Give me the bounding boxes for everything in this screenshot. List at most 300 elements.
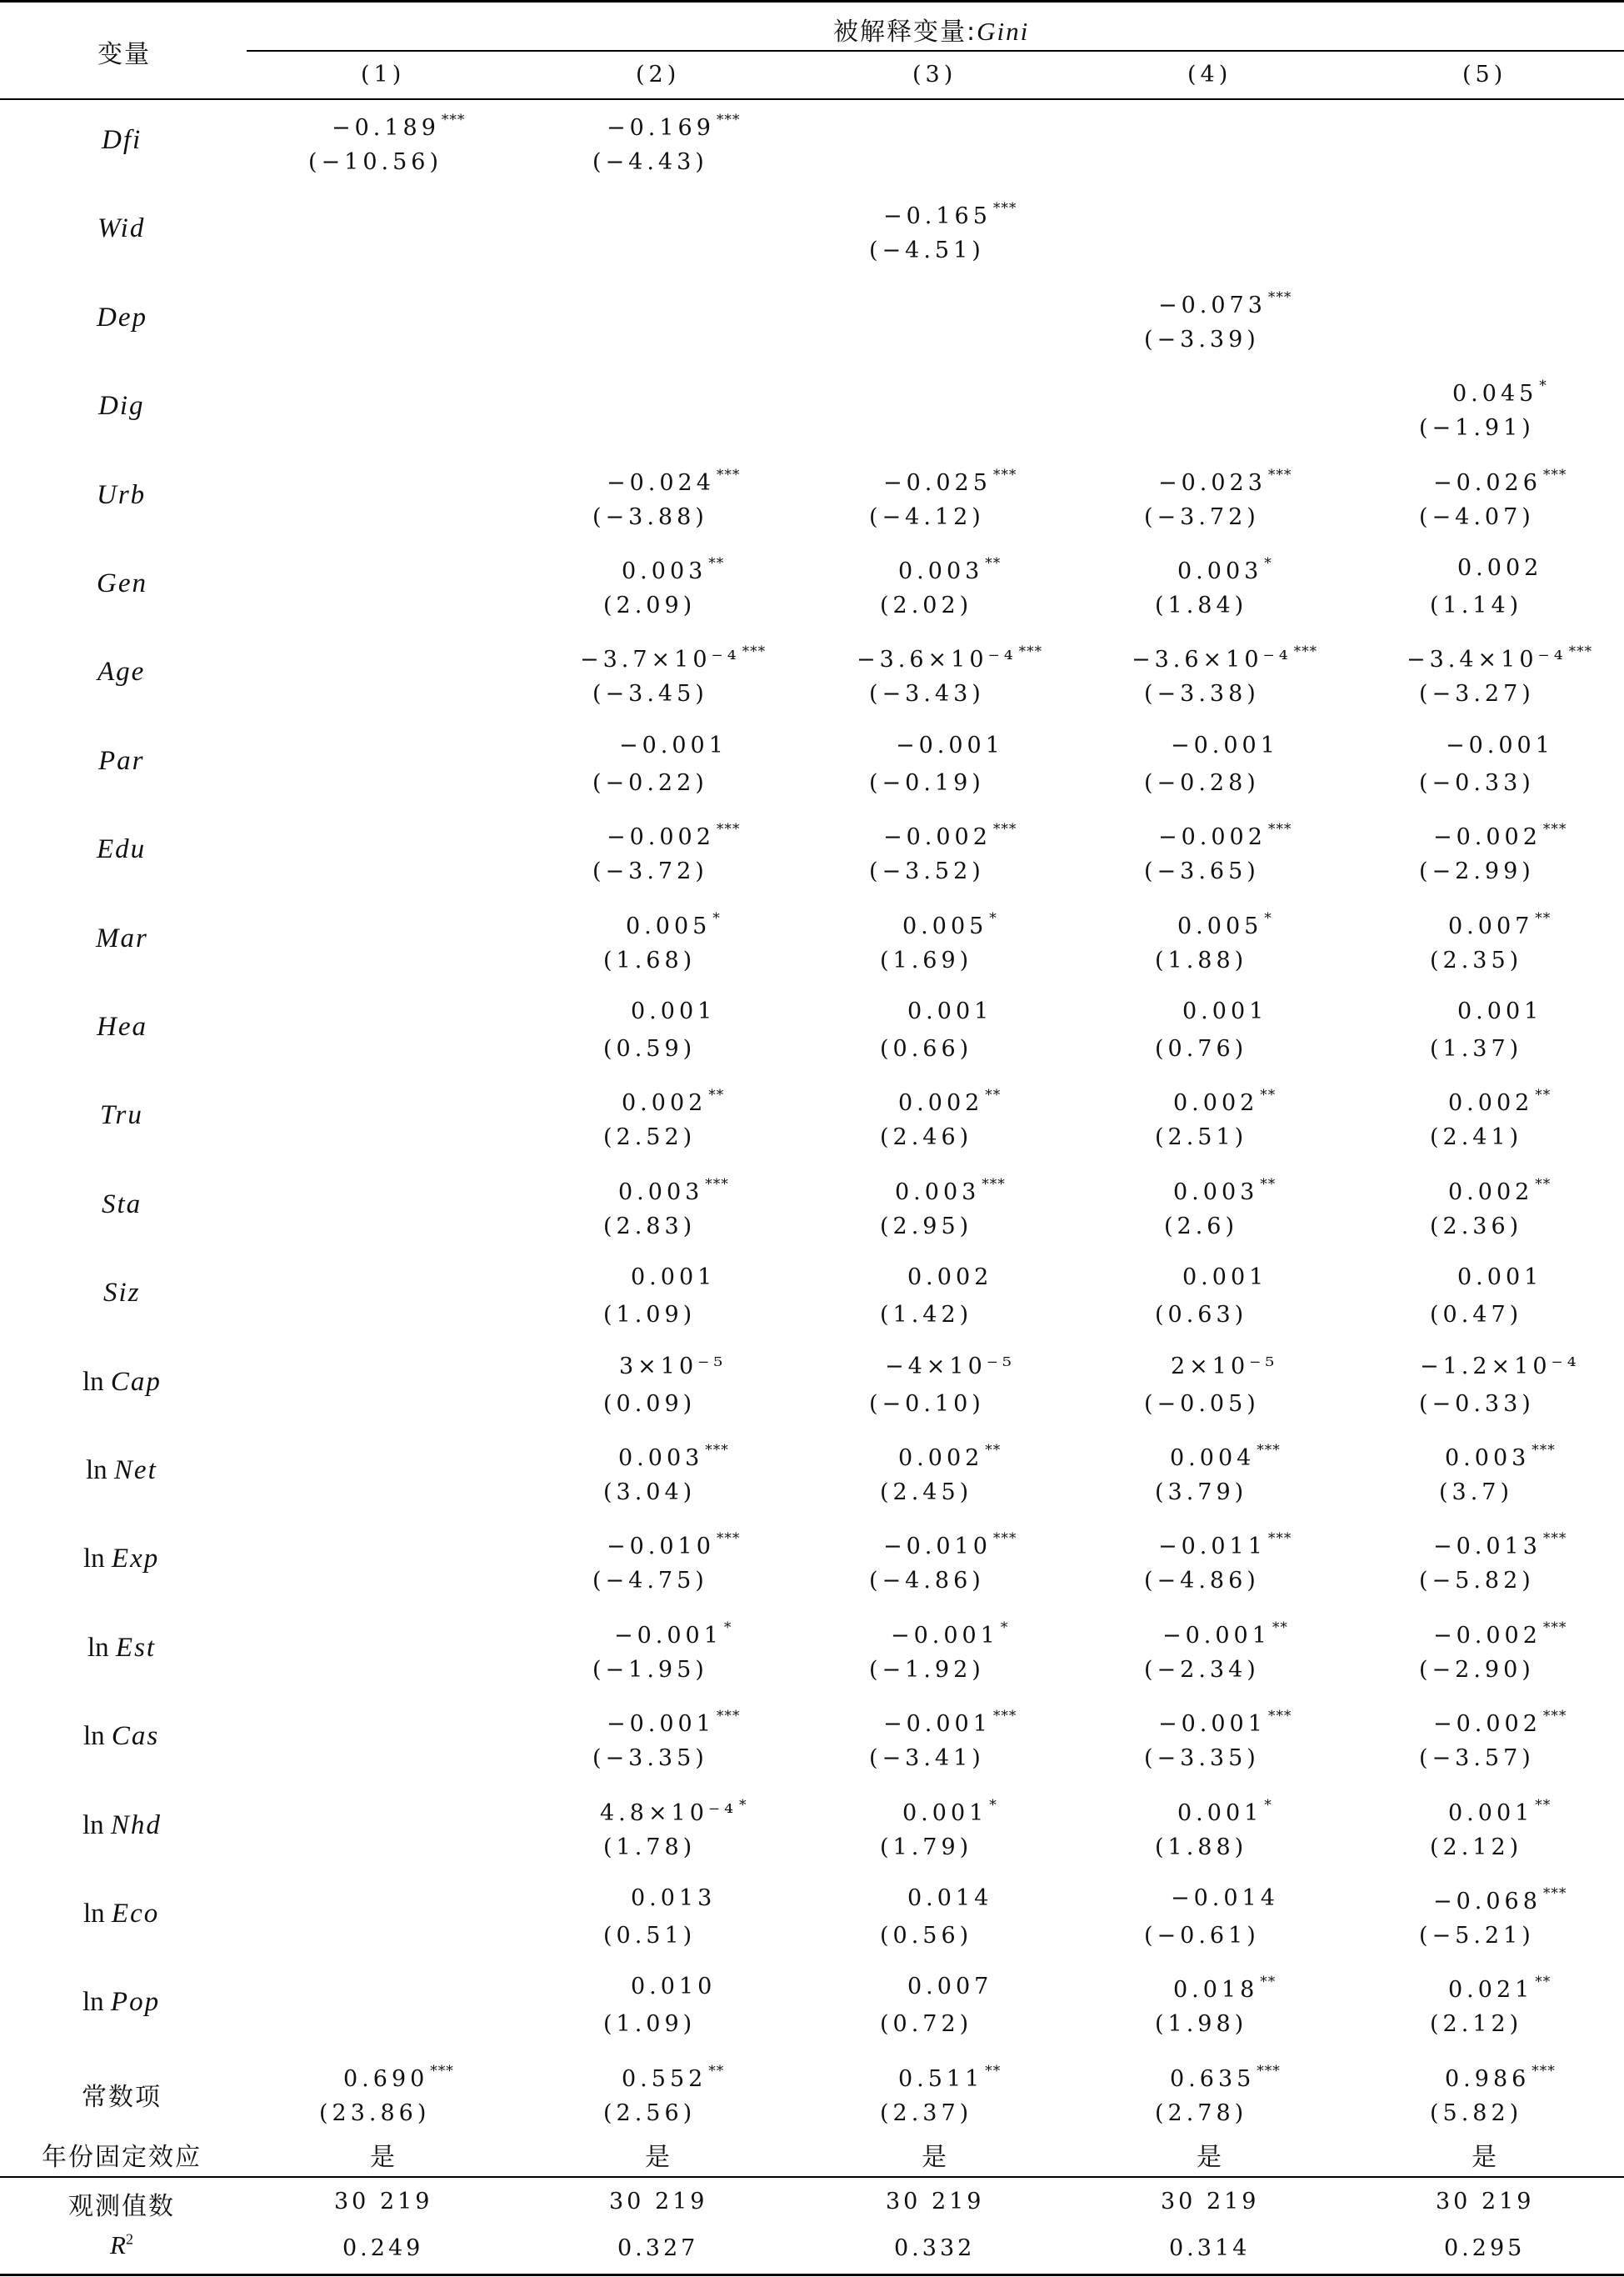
coefficient-number: 4.8×10⁻⁴ <box>600 1799 737 1826</box>
row-label-hea: Hea <box>97 1012 147 1042</box>
standard-error-value: (2.36) <box>1430 1213 1523 1239</box>
standard-error-value: (2.78) <box>1155 2099 1248 2126</box>
r-squared-value: 0.249 <box>342 2235 424 2261</box>
row-label-dep: Dep <box>97 302 147 333</box>
significance-stars: *** <box>1257 2062 1281 2079</box>
significance-stars: ** <box>708 1087 725 1104</box>
row-label-name: Est <box>115 1632 157 1663</box>
significance-stars: ** <box>1260 1175 1277 1193</box>
coefficient-number: −0.002 <box>607 824 715 851</box>
standard-error-value: (2.12) <box>1430 2011 1523 2038</box>
coefficient-number: −0.023 <box>1158 469 1267 496</box>
significance-stars: *** <box>1257 1442 1281 1459</box>
coefficient-number: 0.003 <box>898 558 984 584</box>
standard-error-value: (−4.86) <box>1144 1568 1260 1594</box>
coefficient-value <box>607 821 740 850</box>
coefficient-number: −3.7×10⁻⁴ <box>580 647 741 673</box>
significance-stars: ** <box>1535 1974 1552 1991</box>
standard-error-value: (3.7) <box>1439 1479 1514 1505</box>
significance-stars: * <box>712 909 721 927</box>
standard-error-value: (3.04) <box>603 1479 697 1505</box>
coefficient-number: −0.026 <box>1433 469 1542 496</box>
row-label-ln-pop <box>82 1987 160 2018</box>
column-number-4: (4) <box>1187 62 1232 88</box>
year-fixed-effect-value: 是 <box>1197 2143 1223 2172</box>
standard-error-value: (−0.19) <box>869 769 985 796</box>
coefficient-value <box>1457 555 1542 581</box>
coefficient-number: 0.003 <box>1177 558 1263 584</box>
significance-stars: *** <box>1542 466 1567 483</box>
coefficient-number: 0.003 <box>618 1179 704 1205</box>
significance-stars: *** <box>992 200 1017 218</box>
coefficient-value <box>1173 1087 1276 1116</box>
dependent-variable-label: 被解释变量: <box>833 18 977 47</box>
observations-value: 30 219 <box>334 2189 433 2214</box>
header-bottom-rule <box>0 98 1624 100</box>
significance-stars: *** <box>1542 821 1567 838</box>
row-label-name: Pop <box>110 1987 161 2018</box>
coefficient-value <box>631 1974 716 1999</box>
coefficient-number: 0.002 <box>1448 1090 1534 1117</box>
coefficient-number: 0.007 <box>1448 913 1534 939</box>
coefficient-value <box>883 1530 1017 1559</box>
coefficient-number: 0.045 <box>1452 381 1538 408</box>
ln-prefix: ln <box>83 1544 112 1574</box>
coefficient-number: 0.003 <box>1173 1179 1259 1205</box>
coefficient-value <box>607 1530 740 1559</box>
coefficient-number: −0.024 <box>607 469 715 496</box>
coefficient-value <box>883 467 1017 496</box>
dependent-variable-name: Gini <box>977 17 1030 46</box>
significance-stars: ** <box>708 2062 725 2079</box>
variable-column-header: 变量 <box>97 40 151 69</box>
observations-label: 观测值数 <box>68 2192 175 2221</box>
ln-prefix: ln <box>82 1809 111 1840</box>
standard-error-value: (0.51) <box>603 1923 697 1949</box>
coefficient-number: −0.001 <box>1158 1711 1267 1738</box>
standard-error-value: (1.78) <box>603 1834 697 1860</box>
coefficient-value <box>1433 1708 1567 1737</box>
coefficient-value <box>1177 555 1272 584</box>
standard-error-value: (1.88) <box>1155 947 1248 973</box>
significance-stars: * <box>1264 555 1272 572</box>
significance-stars: * <box>739 1796 747 1814</box>
row-label-edu: Edu <box>97 834 147 865</box>
significance-stars: *** <box>1267 1530 1292 1548</box>
coefficient-number: 0.690 <box>343 2065 429 2092</box>
coefficient-number: −0.001 <box>619 732 727 758</box>
coefficient-number: 0.986 <box>1445 2065 1531 2092</box>
r-squared-label <box>110 2230 133 2260</box>
coefficient-value <box>607 112 740 141</box>
coefficient-number: 0.002 <box>898 1090 984 1117</box>
coefficient-number: 0.635 <box>1170 2065 1256 2092</box>
coefficient-number: −1.2×10⁻⁴ <box>1420 1353 1581 1379</box>
standard-error-value: (−0.22) <box>592 769 708 796</box>
standard-error-value: (−1.95) <box>592 1656 708 1683</box>
standard-error-value: (1.42) <box>880 1302 973 1329</box>
year-fixed-effect-value: 是 <box>1472 2143 1498 2172</box>
standard-error-value: (−4.75) <box>592 1568 708 1594</box>
standard-error-value: (−4.86) <box>869 1568 985 1594</box>
row-label-name: Cas <box>111 1721 160 1752</box>
row-label-name: Net <box>113 1455 157 1485</box>
coefficient-number: 0.001 <box>631 998 717 1024</box>
coefficient-value <box>1448 1087 1551 1116</box>
coefficient-value <box>902 910 997 939</box>
coefficient-value <box>1448 910 1551 939</box>
standard-error-value: (2.46) <box>880 1124 973 1151</box>
standard-error-value: (−0.61) <box>1144 1923 1260 1949</box>
coefficient-value <box>1433 1885 1567 1914</box>
coefficient-number: 0.002 <box>1457 555 1543 581</box>
coefficient-number: −0.068 <box>1433 1889 1542 1914</box>
coefficient-value <box>1177 910 1272 939</box>
coefficient-value <box>1448 1974 1551 2003</box>
coefficient-number: −0.010 <box>883 1534 992 1560</box>
observations-value: 30 219 <box>1161 2189 1260 2214</box>
coefficient-number: −0.002 <box>1433 1711 1542 1738</box>
standard-error-value: (−1.91) <box>1419 415 1535 442</box>
coefficient-value <box>1170 2063 1281 2092</box>
standard-error-value: (2.6) <box>1164 1213 1239 1239</box>
row-label-wid: Wid <box>97 213 146 244</box>
coefficient-value <box>1132 643 1317 673</box>
standard-error-value: (−5.82) <box>1419 1568 1535 1594</box>
top-rule <box>0 0 1624 3</box>
standard-error-value: (−3.27) <box>1419 681 1535 708</box>
coefficient-number: 0.002 <box>1448 1179 1534 1205</box>
coefficient-number: 0.005 <box>626 913 712 939</box>
coefficient-value <box>896 733 1004 758</box>
coefficient-value <box>607 1708 740 1737</box>
significance-stars: ** <box>1272 1619 1288 1636</box>
standard-error-value: (−0.33) <box>1419 1390 1535 1417</box>
coefficient-value <box>1170 1442 1281 1471</box>
significance-stars: * <box>989 1796 997 1814</box>
coefficient-value <box>1448 1797 1551 1826</box>
coefficient-number: −0.001 <box>614 1622 722 1649</box>
significance-stars: ** <box>985 1087 1002 1104</box>
significance-stars: *** <box>716 1530 741 1548</box>
standard-error-value: (3.79) <box>1155 1479 1248 1505</box>
row-label-ln-est <box>87 1633 156 1664</box>
standard-error-value: (2.35) <box>1430 947 1523 973</box>
significance-stars: *** <box>1542 1619 1567 1636</box>
year-fixed-effect-value: 是 <box>370 2143 397 2172</box>
row-label-age: Age <box>97 657 146 688</box>
significance-stars: * <box>989 909 997 927</box>
coefficient-value <box>1182 998 1267 1024</box>
coefficient-number: −0.014 <box>1171 1885 1279 1911</box>
significance-stars: *** <box>1542 1885 1567 1902</box>
coefficient-value <box>895 1176 1006 1205</box>
row-label-ln-exp <box>83 1544 159 1574</box>
significance-stars: *** <box>742 643 767 661</box>
coefficient-number: 0.014 <box>907 1885 993 1911</box>
coefficient-number: −0.001 <box>1446 732 1554 758</box>
r-squared-value: 0.295 <box>1444 2235 1526 2261</box>
significance-stars: ** <box>1535 1087 1552 1104</box>
coefficient-value <box>1182 1264 1267 1290</box>
coefficient-number: 0.002 <box>622 1090 707 1117</box>
standard-error-value: (−4.51) <box>869 238 985 264</box>
coefficient-number: −0.001 <box>1171 732 1279 758</box>
coefficient-number: −0.001 <box>883 1711 992 1738</box>
coefficient-number: 0.001 <box>1177 1799 1263 1826</box>
standard-error-value: (0.09) <box>603 1390 697 1417</box>
standard-error-value: (−2.90) <box>1419 1656 1535 1683</box>
row-label-name: Nhd <box>110 1809 162 1840</box>
coefficient-number: −0.073 <box>1158 292 1267 318</box>
standard-error-value: (2.45) <box>880 1479 973 1505</box>
coefficient-number: 0.005 <box>1177 913 1263 939</box>
coefficient-number: 0.002 <box>898 1445 984 1471</box>
coefficient-value <box>1407 643 1592 673</box>
standard-error-value: (2.83) <box>603 1213 697 1239</box>
significance-stars: *** <box>992 1530 1017 1548</box>
coefficient-number: 0.010 <box>631 1974 717 2000</box>
coefficient-value <box>1158 467 1292 496</box>
standard-error-value: (−3.35) <box>592 1745 708 1772</box>
standard-error-value: (0.59) <box>603 1036 697 1062</box>
coefficient-number: 0.001 <box>1182 998 1268 1024</box>
coefficient-value <box>614 1619 732 1649</box>
standard-error-value: (−0.05) <box>1144 1390 1260 1417</box>
coefficient-number: −0.001 <box>896 732 1004 758</box>
coefficient-value <box>619 1354 727 1379</box>
row-label-par: Par <box>98 745 145 776</box>
year-fixed-effect-value: 是 <box>922 2143 948 2172</box>
coefficient-value <box>631 998 716 1024</box>
coefficient-value <box>618 1176 729 1205</box>
row-label-ln-cas <box>83 1721 159 1752</box>
coefficient-value <box>631 1264 716 1290</box>
standard-error-value: (1.84) <box>1155 593 1248 618</box>
standard-error-value: (2.37) <box>880 2099 973 2126</box>
standard-error-value: (−3.52) <box>869 858 985 885</box>
significance-stars: *** <box>1293 643 1318 661</box>
significance-stars: *** <box>1267 466 1292 483</box>
standard-error-value: (−3.43) <box>869 681 985 708</box>
coefficient-value <box>907 998 992 1024</box>
significance-stars: ** <box>1535 1175 1552 1193</box>
coefficient-value <box>898 2063 1001 2092</box>
coefficient-number: −0.013 <box>1433 1534 1542 1560</box>
coefficient-value <box>1433 1619 1567 1649</box>
coefficient-value <box>619 733 727 758</box>
coefficient-number: 2×10⁻⁵ <box>1171 1353 1279 1379</box>
r-squared-value: 0.332 <box>894 2235 976 2261</box>
significance-stars: ** <box>1260 1974 1277 1991</box>
standard-error-value: (1.69) <box>880 947 973 973</box>
standard-error-value: (0.56) <box>880 1923 973 1949</box>
coefficient-value <box>883 1708 1017 1737</box>
coefficient-number: −0.002 <box>1433 824 1542 851</box>
coefficient-value <box>1158 289 1292 318</box>
r-squared-value: 0.314 <box>1169 2235 1251 2261</box>
row-label-tru: Tru <box>100 1100 143 1131</box>
standard-error-value: (2.09) <box>603 593 697 618</box>
standard-error-value: (0.63) <box>1155 1302 1248 1329</box>
coefficient-number: 0.018 <box>1173 1977 1259 2004</box>
standard-error-value: (−0.10) <box>869 1390 985 1417</box>
coefficient-value <box>1162 1619 1288 1649</box>
coefficient-value <box>1457 1264 1542 1290</box>
significance-stars: *** <box>716 466 741 483</box>
coefficient-value <box>1173 1974 1276 2003</box>
bottom-rule <box>0 2274 1624 2276</box>
significance-stars: ** <box>1260 1087 1277 1104</box>
observations-value: 30 219 <box>1436 2189 1535 2214</box>
standard-error-value: (1.14) <box>1430 593 1523 618</box>
coefficient-number: 0.005 <box>902 913 988 939</box>
ln-prefix: ln <box>86 1455 114 1485</box>
coefficient-number: −3.4×10⁻⁴ <box>1407 647 1567 673</box>
standard-error-value: (2.41) <box>1430 1124 1523 1151</box>
coefficient-number: 0.001 <box>1182 1264 1268 1291</box>
coefficient-value <box>1446 733 1554 758</box>
coefficient-value <box>898 555 1001 584</box>
coefficient-value <box>607 467 740 496</box>
standard-error-value: (2.56) <box>603 2099 697 2126</box>
standard-error-value: (2.12) <box>1430 1834 1523 1860</box>
standard-error-value: (−2.34) <box>1144 1656 1260 1683</box>
significance-stars: ** <box>1535 909 1552 927</box>
coefficient-number: 0.002 <box>907 1264 993 1291</box>
significance-stars: * <box>723 1619 732 1636</box>
observations-value: 30 219 <box>609 2189 708 2214</box>
standard-error-value: (−3.65) <box>1144 858 1260 885</box>
standard-error-value: (−0.33) <box>1419 769 1535 796</box>
coefficient-value <box>1171 1354 1278 1379</box>
coefficient-value <box>580 643 766 673</box>
coefficient-value <box>618 1442 729 1471</box>
coefficient-value <box>907 1974 992 1999</box>
r-squared-value: 0.327 <box>617 2235 699 2261</box>
standard-error-value: (−4.07) <box>1419 503 1535 530</box>
coefficient-number: 0.003 <box>1445 1445 1531 1471</box>
coefficient-number: 0.003 <box>622 558 707 584</box>
coefficient-value <box>622 555 724 584</box>
row-label-dfi: Dfi <box>102 125 142 155</box>
coefficient-number: −4×10⁻⁵ <box>885 1353 1016 1379</box>
standard-error-value: (0.76) <box>1155 1036 1248 1062</box>
ln-prefix: ln <box>82 1987 111 2018</box>
coefficient-value <box>1433 1530 1567 1559</box>
standard-error-value: (0.66) <box>880 1036 973 1062</box>
coefficient-value <box>332 112 465 141</box>
coefficient-value <box>626 910 721 939</box>
row-label-ln-nhd <box>82 1810 162 1841</box>
standard-error-value: (−3.72) <box>1144 503 1260 530</box>
standard-error-value: (1.88) <box>1155 1834 1248 1860</box>
significance-stars: *** <box>705 1442 729 1459</box>
significance-stars: * <box>1264 1796 1272 1814</box>
row-label-name: Exp <box>111 1544 160 1574</box>
coefficient-number: 0.001 <box>907 998 993 1024</box>
dependent-variable-underline <box>247 50 1624 52</box>
standard-error-value: (−10.56) <box>308 149 442 175</box>
coefficient-value <box>898 1087 1001 1116</box>
standard-error-value: (−3.72) <box>592 858 708 885</box>
footer-separator-rule <box>0 2176 1624 2178</box>
r-squared-superscript: 2 <box>125 2230 133 2248</box>
column-number-3: (3) <box>912 62 957 88</box>
standard-error-value: (1.09) <box>603 1302 697 1329</box>
standard-error-value: (−0.28) <box>1144 769 1260 796</box>
coefficient-value <box>883 200 1017 229</box>
column-number-2: (2) <box>636 62 681 88</box>
coefficient-number: 0.002 <box>1173 1090 1259 1117</box>
observations-value: 30 219 <box>886 2189 985 2214</box>
coefficient-number: 0.013 <box>631 1885 717 1911</box>
coefficient-number: −0.001 <box>607 1711 715 1738</box>
standard-error-value: (−5.21) <box>1419 1923 1535 1949</box>
row-label-name: Cap <box>110 1366 162 1397</box>
coefficient-value <box>343 2063 454 2092</box>
coefficient-number: −0.169 <box>607 115 715 141</box>
coefficient-value <box>1177 1797 1272 1826</box>
standard-error-value: (−4.12) <box>869 503 985 530</box>
standard-error-value: (1.09) <box>603 2011 697 2038</box>
column-number-1: (1) <box>361 62 406 88</box>
standard-error-value: (23.86) <box>319 2099 431 2126</box>
coefficient-value <box>1171 733 1279 758</box>
row-label-sta: Sta <box>102 1189 142 1219</box>
column-number-5: (5) <box>1462 62 1507 88</box>
standard-error-value: (2.95) <box>880 1213 973 1239</box>
standard-error-value: (5.82) <box>1430 2099 1523 2126</box>
coefficient-value <box>907 1264 992 1290</box>
coefficient-number: −0.010 <box>607 1534 715 1560</box>
coefficient-value <box>1448 1176 1551 1205</box>
standard-error-value: (−1.92) <box>869 1656 985 1683</box>
standard-error-value: (2.51) <box>1155 1124 1248 1151</box>
coefficient-number: 0.003 <box>895 1179 981 1205</box>
coefficient-number: −0.011 <box>1158 1534 1267 1560</box>
significance-stars: *** <box>992 821 1017 838</box>
coefficient-number: −0.002 <box>883 824 992 851</box>
row-label-ln-eco <box>83 1899 159 1929</box>
significance-stars: *** <box>430 2062 454 2079</box>
coefficient-number: 0.004 <box>1170 1445 1256 1471</box>
coefficient-value <box>1420 1354 1581 1379</box>
standard-error-value: (1.79) <box>880 1834 973 1860</box>
coefficient-number: −0.002 <box>1433 1622 1542 1649</box>
coefficient-value <box>1445 2063 1556 2092</box>
r-squared-letter: R <box>110 2230 126 2259</box>
significance-stars: *** <box>705 1175 729 1193</box>
ln-prefix: ln <box>87 1632 116 1663</box>
standard-error-value: (1.68) <box>603 947 697 973</box>
row-label-dig: Dig <box>98 391 145 422</box>
coefficient-number: 0.001 <box>1448 1799 1534 1826</box>
significance-stars: *** <box>992 466 1017 483</box>
significance-stars: *** <box>1532 2062 1556 2079</box>
coefficient-number: −0.189 <box>332 115 440 141</box>
coefficient-value <box>1173 1176 1276 1205</box>
standard-error-value: (−3.41) <box>869 1745 985 1772</box>
significance-stars: *** <box>1532 1442 1556 1459</box>
coefficient-value <box>891 1619 1008 1649</box>
significance-stars: *** <box>1267 288 1292 306</box>
significance-stars: ** <box>985 2062 1002 2079</box>
standard-error-value: (0.72) <box>880 2011 973 2038</box>
coefficient-number: 0.552 <box>622 2065 707 2092</box>
standard-error-value: (−3.57) <box>1419 1745 1535 1772</box>
coefficient-number: −3.6×10⁻⁴ <box>1132 647 1292 673</box>
